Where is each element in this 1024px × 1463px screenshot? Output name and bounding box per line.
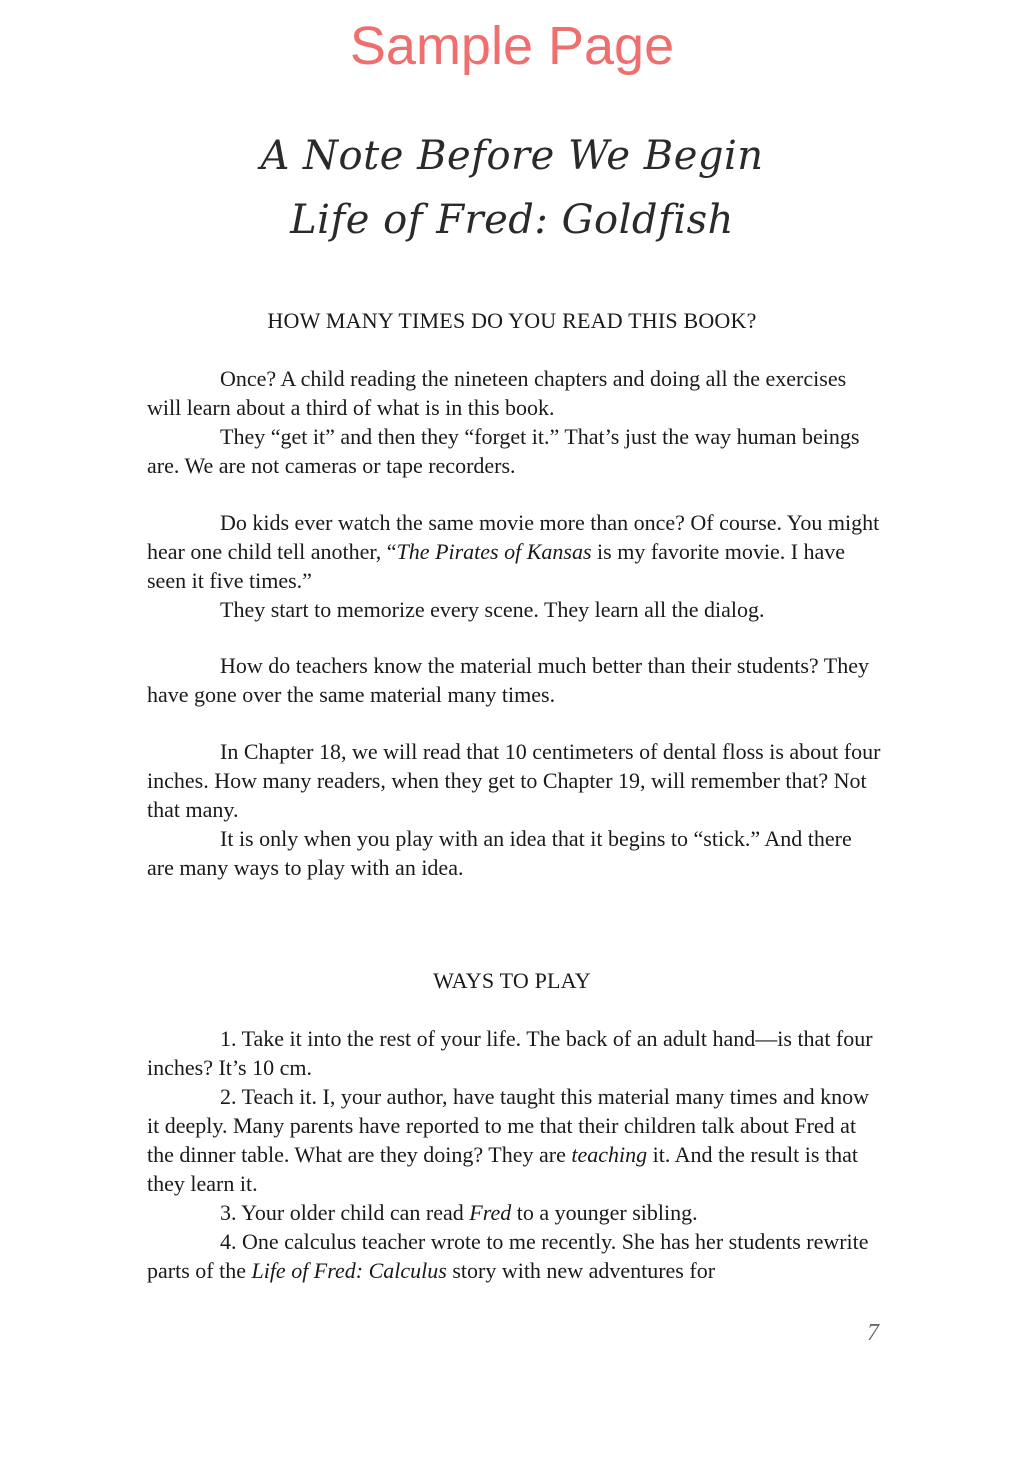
paragraph: It is only when you play with an idea that it begins to “stick.” And there are many ways to play with an idea. [147, 826, 852, 880]
emphasis: teaching [571, 1142, 648, 1167]
page-number: 7 [867, 1320, 879, 1346]
paragraph: Once? A child reading the nineteen chapters and doing all the exercises will learn about a third of what is in this book. [147, 366, 847, 420]
paragraph-group-4 [147, 737, 882, 882]
list-item: 1. Take it into the rest of your life. The back of an adult hand—is that four inches? It’s 10 cm. [147, 1026, 873, 1080]
text-run: 3. Your older child can read [220, 1200, 470, 1225]
text-run: to a younger sibling. [511, 1200, 698, 1225]
section-heading-ways-to-play: WAYS TO PLAY [433, 968, 591, 993]
paragraph [147, 508, 882, 595]
note-title: A Note Before We Begin [260, 133, 764, 179]
emphasis: Fred [469, 1200, 512, 1225]
list-item [147, 1198, 882, 1227]
paragraph-group-2 [147, 508, 882, 624]
movie-title: The Pirates of Kansas [396, 539, 592, 564]
text-run: 2. Teach it. I, your author, have taught this material many times and know it deeply. Many parents have reported to me that their children talk about Fred at the dinner table. What are they doing? They are [147, 1084, 870, 1167]
text-run: story with new adventures for [446, 1258, 716, 1283]
paragraph: How do teachers know the material much better than their students? They have gone over the same material many times. [147, 653, 869, 707]
text-run: it. And the result is that they learn it. [147, 1142, 858, 1196]
paragraph-group-1 [147, 364, 882, 480]
book-title: Life of Fred: Goldfish [290, 197, 734, 243]
paragraph: They “get it” and then they “forget it.” That’s just the way human beings are. We are not cameras or tape recorders. [147, 424, 860, 478]
text-run: 4. One calculus teacher wrote to me recently. She has her students rewrite parts of the [147, 1229, 869, 1283]
book-title-reference: Life of Fred: Calculus [251, 1258, 447, 1283]
list-item [147, 1082, 882, 1198]
paragraph: They start to memorize every scene. They learn all the dialog. [220, 597, 765, 622]
text-run: Do kids ever watch the same movie more than once? Of course. You might hear one child tell another, “ [147, 510, 880, 564]
ways-to-play-list [147, 1024, 882, 1285]
list-item [147, 1227, 882, 1285]
paragraph-group-3 [147, 651, 882, 709]
text-run: is my favorite movie. I have seen it five times.” [147, 539, 846, 593]
paragraph: In Chapter 18, we will read that 10 centimeters of dental floss is about four inches. How many readers, when they get to Chapter 19, will remember that? Not that many. [147, 739, 881, 822]
sample-page-watermark: Sample Page [349, 16, 675, 76]
section-heading-read-times: HOW MANY TIMES DO YOU READ THIS BOOK? [267, 308, 757, 333]
